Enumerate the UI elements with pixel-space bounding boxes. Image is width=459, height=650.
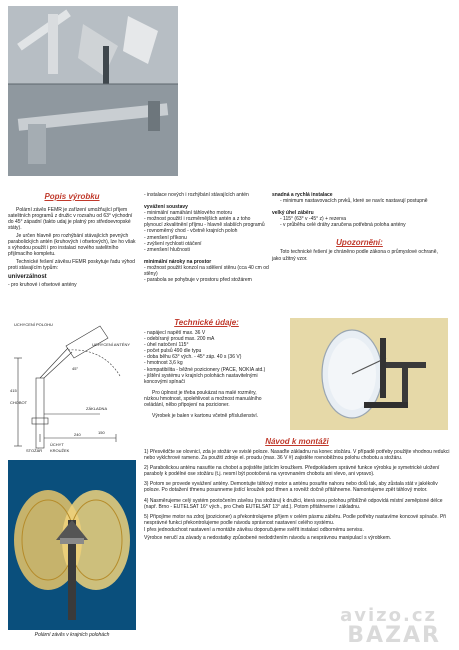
manual-step-4: 4) Nasměrujeme celý systém pootočením závěsu (na stožáru) k družici, která svou polohou příblížně odpovídá místní zeměpisné délce (např. Brno - EUTELSAT 16° vých., pro Cheb EUTELSAT 13° atd.). Potom přitáhneme i základnu. [144,497,443,510]
spec-item: - hmotnost 3,6 kg [144,360,183,367]
spec-item: - kompatibilita - běžné pozicionery (PACE, NOKIA atd.) [144,366,266,373]
intro-subitem: - pro kruhové i ofsetové antény [8,281,77,288]
drawing-dim-240: 240 [74,432,81,437]
drawing-label-mast: STOŽÁR [26,448,43,453]
intro-paragraph-2: Je určen hlavně pro rozhýbání stávajících pevných parabolických antén (kruhových i ofsetových), lze ho však s výhodou použít i pro instalaci nového satelitního přijímacího kompletu. [8,232,136,258]
manual-note-2: Výrobce neručí za závady a nedostatky způsobené nedodržením návodu a nesprávnou manipulací s výrobkem. [144,535,392,542]
feature-item: - možnost použití konzol na sdělení stěnu (cca 40 cm od stěny) [144,264,269,278]
tech-specs-section [144,318,269,419]
feature-heading-space: minimální nároky na prostor [144,258,212,265]
drawing-dim-415: 415 [10,388,17,393]
spec-item: - úhel natočení 115° [144,342,189,349]
spec-item: - počet pulsů 490 dle typu [144,348,202,355]
wall-mount-photo [290,318,448,430]
intro-subheading: univerzálnost [8,273,47,280]
feature-item: - zmenšení hlučnosti [144,246,190,253]
angle-item: - v průběhu celé dráhy zaručena potřebná poloha antény [280,222,406,229]
feature-item: - zvýšení rychlosti otáčení [144,240,202,247]
drawing-label-base: ZÁKLADNA [86,406,108,411]
heading-installation: snadná a rychlá instalace [272,192,333,198]
angle-item: - 115° (63° v -45° z) + rezerva [280,216,347,223]
feature-item: - rovnoměrný chod - včetně krajních poloh [144,228,238,235]
drawing-label-antenna: UCHYCENÍ ANTÉNY [92,342,131,347]
watermark-site: avizo.cz [340,605,437,626]
product-photo [8,6,178,176]
manual-note-1: I přes jednoduchost nastavení a montáže závěsu doporučujeme svěřit instalaci odbornému servisu. [144,527,364,534]
feature-item: - parabola se pohybuje v prostoru před stožárem [144,277,252,284]
extreme-positions-photo [8,460,136,630]
feature-item: - minimální namáhání táhlového motoru [144,210,233,217]
intro-section [8,192,136,289]
feature-heading-balance: vyvážení soustavy [144,204,188,211]
spec-item: - napájecí napětí max. 36 V [144,330,206,336]
manual-title: Návod k montáži [265,437,329,446]
install-column [272,192,447,262]
feature-item: - možnost použití i rozměrnějších antén a z toho plynoucí zkvalitnění příjmu - hlavně slabších programů [144,216,265,229]
notice-title: Upozornění: [336,238,383,248]
manual-step-2: 2) Parabolickou anténu nasuňte na chobot a pojistěte jistícím kroužkem. Předpokladem správné funkce výrobku je symetrické uložení paraboly k podélné ose stožáru (t.j. nesmí být pootočená na vyrovnaném chobotu ani vlevo, ani vpravo). [144,465,440,478]
drawing-dim-angle: 45° [72,366,79,371]
photo-caption: Polární závěs v krajních polohách [34,632,110,638]
drawing-label-chobot: CHOBOT [10,400,28,405]
install-item: - minimum nastavovacích prvků, které se navíc nastavují postupně [280,198,428,205]
tech-title: Technické údaje: [174,318,239,327]
manual-step-5: 5) Připojíme motor na zdroj (pozicioner) a překontrolujeme příjem v celém pásmu záběru. Podle potřeby nastavíme koncové spínače. Při nesprávné funkci překontrolujeme podle návodu správnost nastavení celého systému. [144,513,447,526]
manual-step-3: 3) Potom se provede vyvážení antény. Demontujte táhlový motor a anténu posuňte nahoru nebo dolů tak, aby zůstala stát v jakékoliv poloze. Po dotažení třmenu posunneme jistící kroužek pod třmen a rovněž dočně přitáhneme. Namontujeme zpět táhlový motor. [144,481,438,494]
technical-drawing [8,318,136,458]
feature-item: - instalace nových i rozhýbání stávajících antén [144,192,249,198]
tech-paragraph-2: Výrobek je balen v kartonu včetně příslušenství. [152,413,259,420]
drawing-label-top: UCHYCENÍ POLOHU [14,322,53,327]
drawing-label-ring: ÚCHYT KROUŽEK [50,442,70,454]
heading-angle: velký úhel záběru [272,210,314,217]
watermark-bazar: BAZAR [347,623,441,648]
features-column [144,192,269,283]
manual-step-1: 1) Přesvědčte se olovnicí, zda je stožár ve svislé poloze. Nasaďte základnu na konec stožáru. V případě potřeby použijte vhodnou redukci nebo vyklchrové rameno. Za použití zdroje el. proudu (max. 36 V #) zajistěte rovnoběžnou polohu chobotu a stožáru. [144,449,450,462]
notice-text: Toto technické řešení je chráněno podle zákona o průmyslové ochraně, jako užitný vzor. [272,249,438,262]
intro-title: Popis výrobku [44,192,100,201]
spec-item: - doba běhu 63° vých. - 45° záp. 40 s (36 V) [144,354,242,361]
drawing-dim-150: 150 [98,430,105,435]
tech-paragraph-1: Pro úplnost je třeba poukázat na malé rozměry, nízkou hmotnost, spolehlivost a možnost manuálního ovládání, něbo připojení na pozicioner. [144,389,262,409]
spec-item: - odebíraný proud max. 200 mA [144,336,215,343]
intro-paragraph-1: Polární závěs FEMR je zařízení umožňující příjem satelitních programů z družic v rozsahu od 63° východní do 45° západní (takto udaj je platný pro středoevropské státy). [8,207,133,232]
manual-section [144,437,450,543]
intro-paragraph-3: Technické řešení závěsu FEMR poskytuje řadu výhod proti stávajícím typům: [8,258,135,271]
feature-item: - zmenšení příkonu [144,234,187,241]
spec-item: - jištění systému v krajních polohách nastavitelnými koncovými spínači [144,372,258,385]
